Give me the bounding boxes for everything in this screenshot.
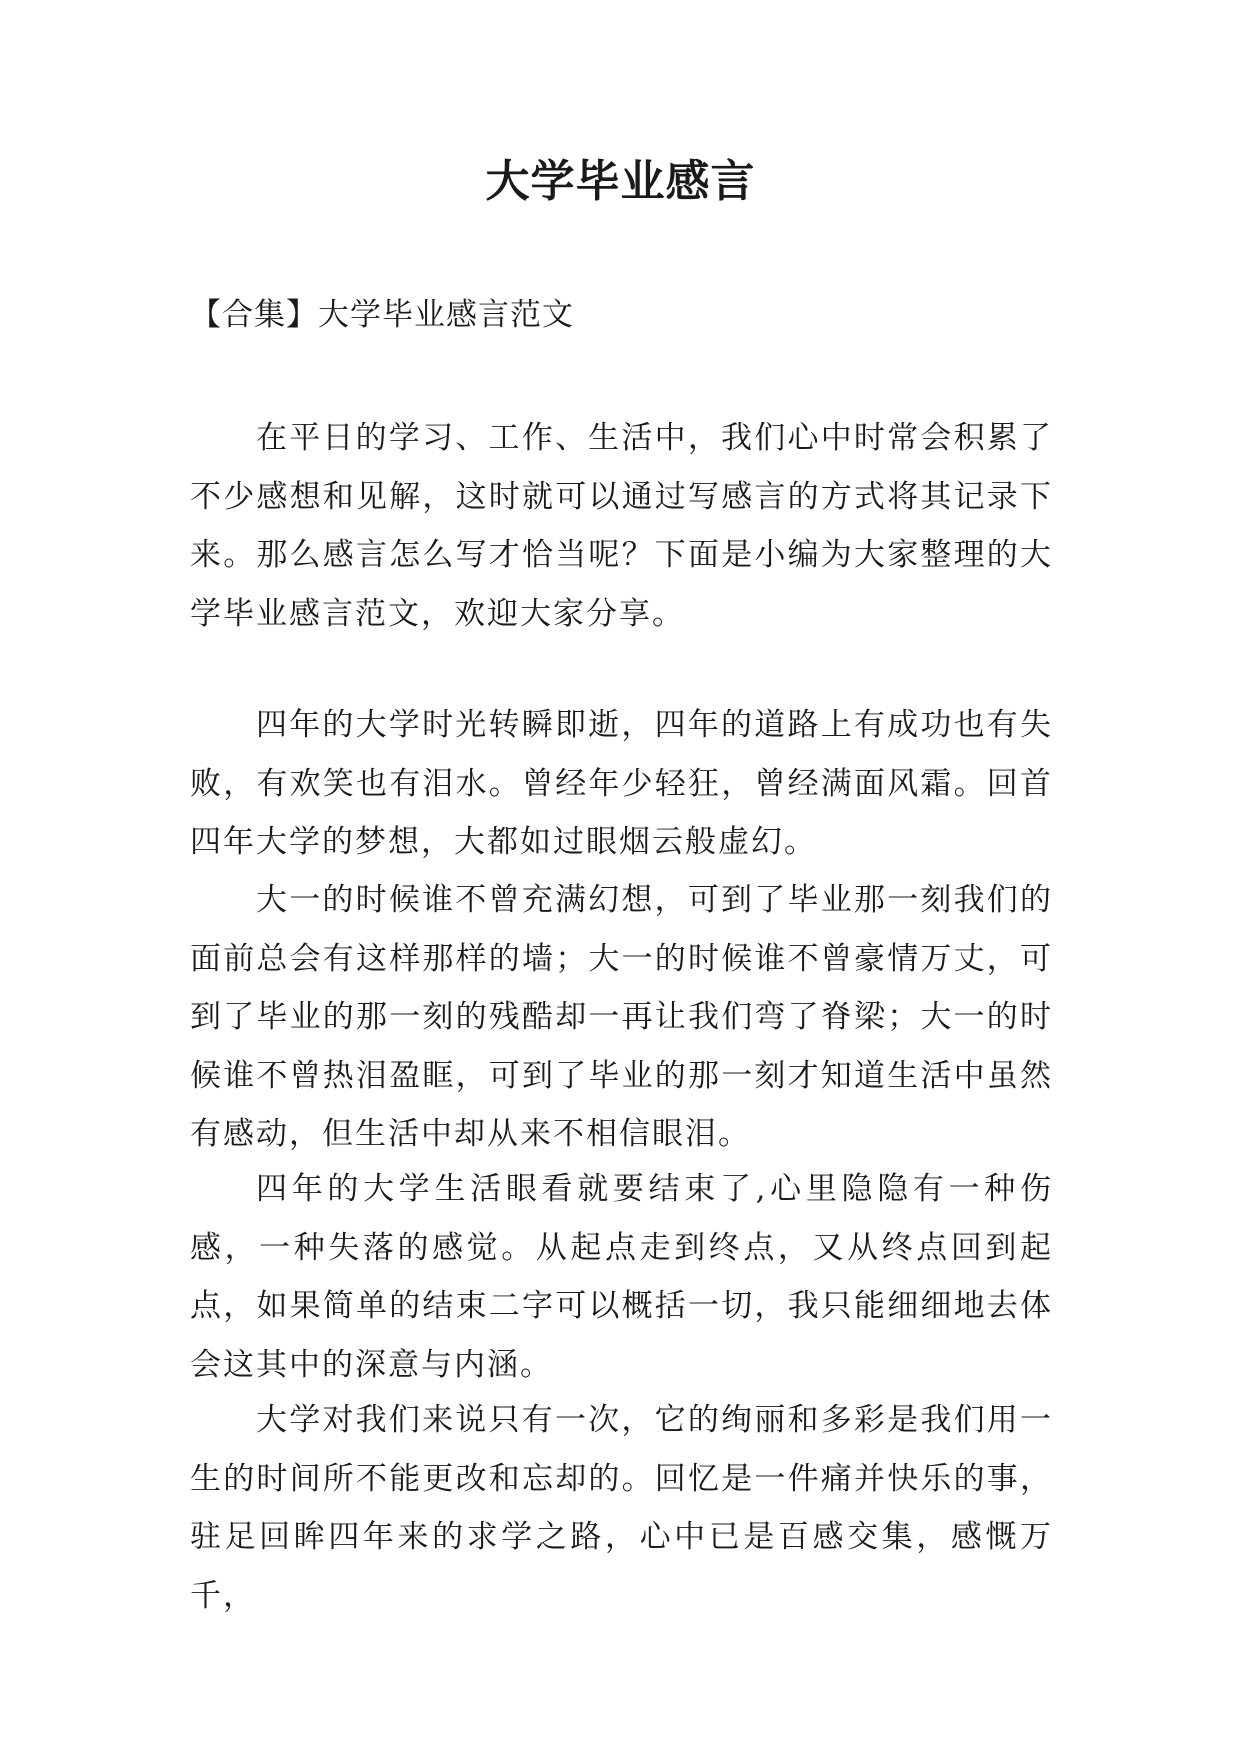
paragraph-5: 大学对我们来说只有一次，它的绚丽和多彩是我们用一生的时间所不能更改和忘却的。回忆是一件痛并快乐的事，驻足回眸四年来的求学之路，心中已是百感交集，感慨万千， [190, 1402, 1053, 1614]
paragraph-2: 四年的大学时光转瞬即逝，四年的道路上有成功也有失败，有欢笑也有泪水。曾经年少轻狂，曾经满面风霜。回首四年大学的梦想，大都如过眼烟云般虚幻。 [190, 707, 1053, 860]
paragraph-intro: 在平日的学习、工作、生活中，我们心中时常会积累了不少感想和见解，这时就可以通过写感言的方式将其记录下来。那么感言怎么写才恰当呢？下面是小编为大家整理的大学毕业感言范文，欢迎大家分享。 [190, 420, 1053, 632]
paragraph-3: 大一的时候谁不曾充满幻想，可到了毕业那一刻我们的面前总会有这样那样的墙；大一的时候谁不曾豪情万丈，可到了毕业的那一刻的残酷却一再让我们弯了脊梁；大一的时候谁不曾热泪盈眶，可到了毕业的那一刻才知道生活中虽然有感动，但生活中却从来不相信眼泪。 [190, 882, 1053, 1152]
document-subtitle: 【合集】大学毕业感言范文 [190, 297, 574, 333]
document-title: 大学毕业感言 [485, 156, 756, 207]
paragraph-4: 四年的大学生活眼看就要结束了,心里隐隐有一种伤感，一种失落的感觉。从起点走到终点，又从终点回到起点，如果简单的结束二字可以概括一切，我只能细细地去体会这其中的深意与内涵。 [190, 1171, 1053, 1383]
